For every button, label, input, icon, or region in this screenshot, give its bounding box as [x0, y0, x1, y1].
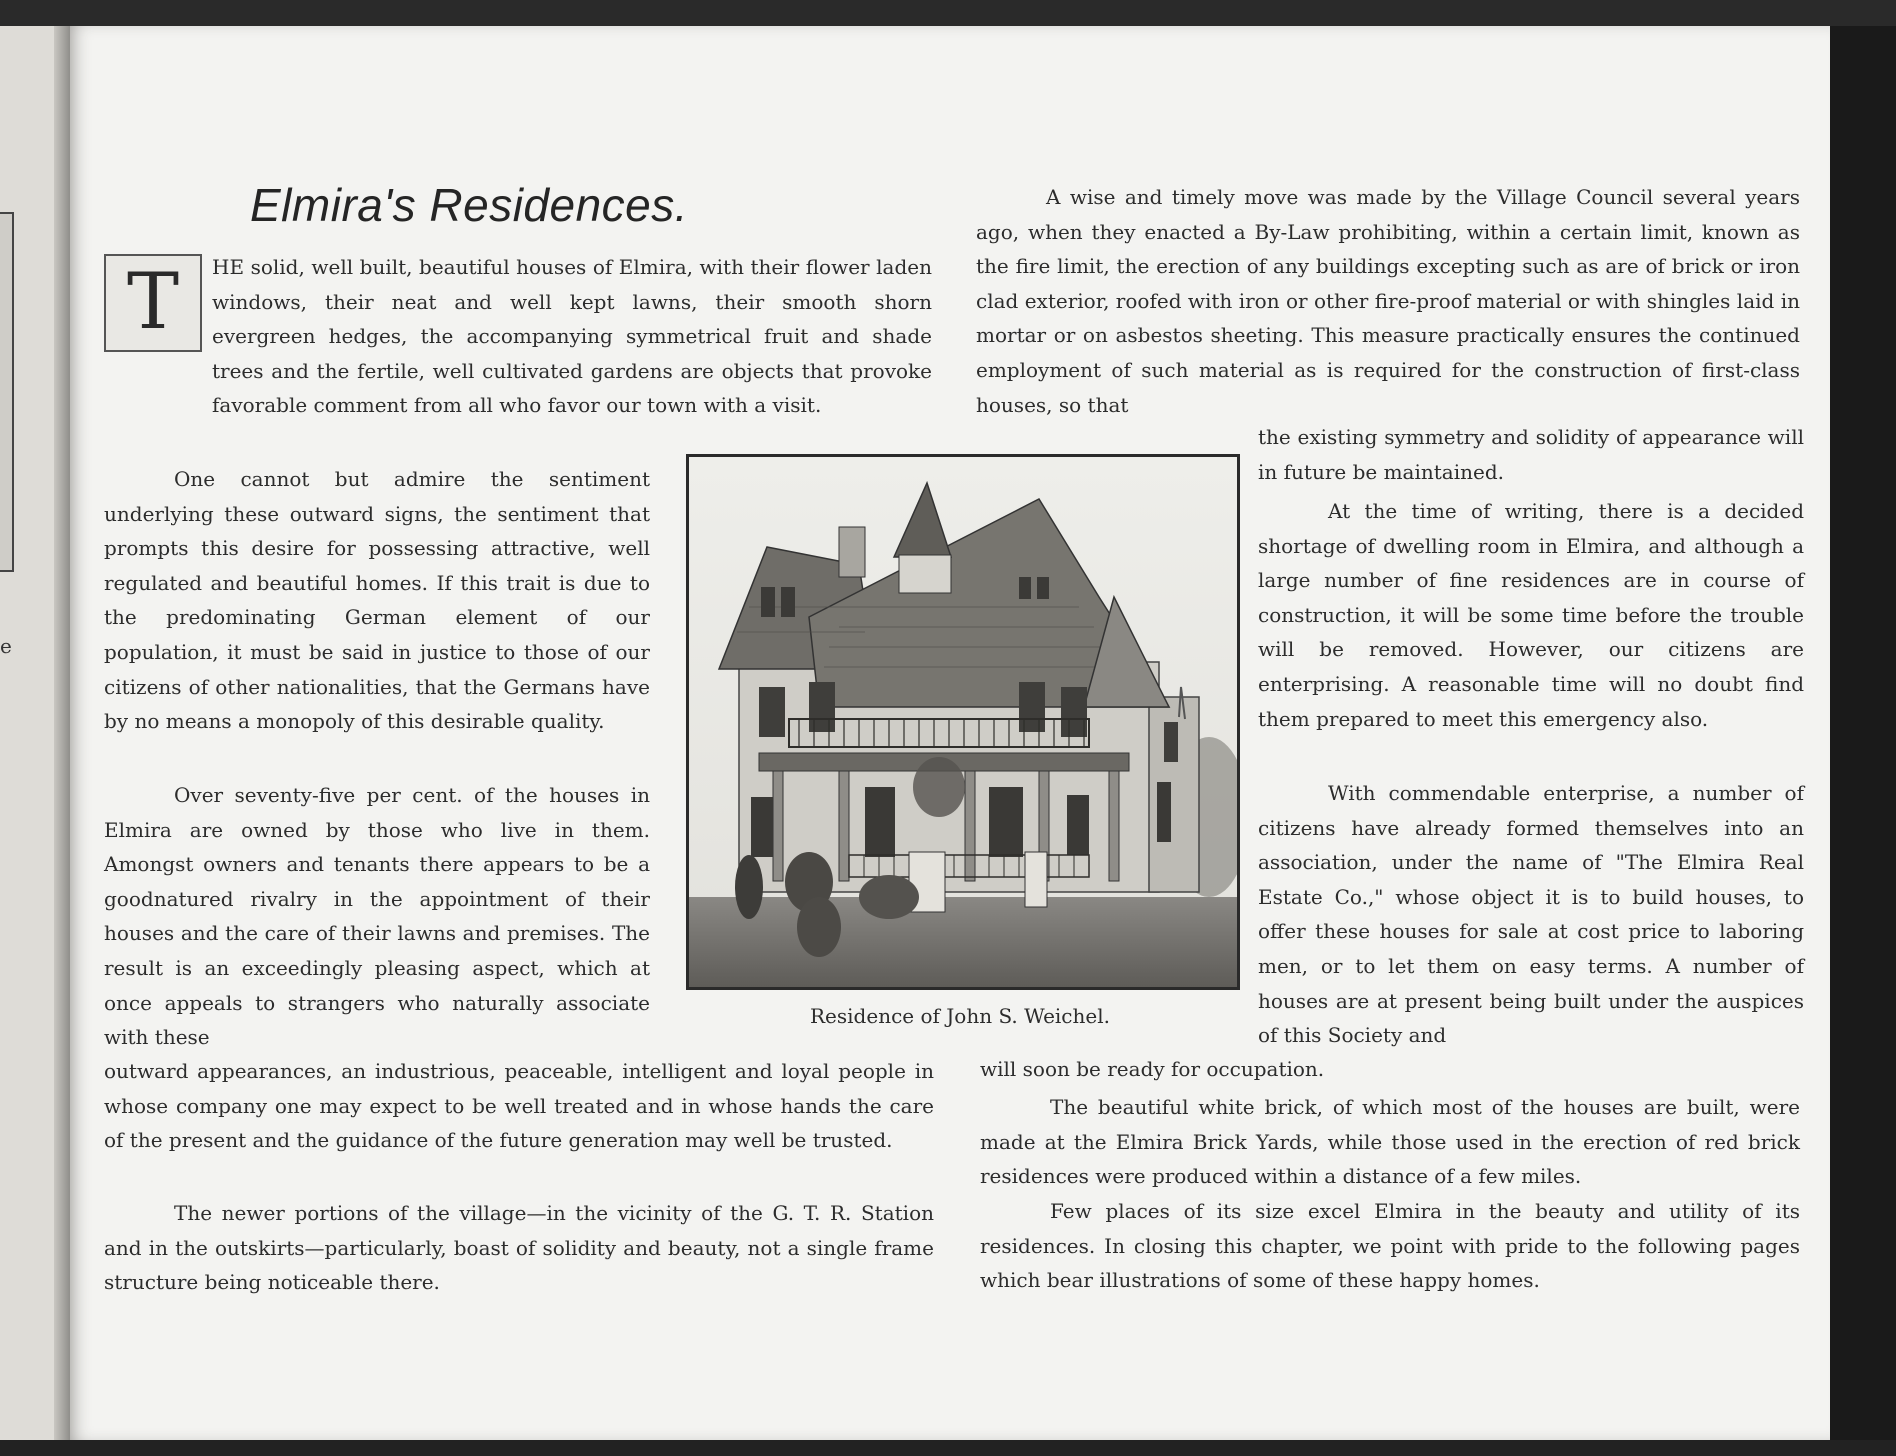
left-paragraph-4: The newer portions of the village—in the vicinity of the G. T. R. Station and in the outskirts—particularly, boast of solidity and beauty, not a single frame structure being noticeable there.: [104, 1201, 934, 1295]
previous-page-text-fragment: e: [0, 634, 12, 658]
right-paragraph-1: A wise and timely move was made by the Village Council several years ago, when they enacted a By-Law prohibiting, within a certain limit, known as the fire limit, the erection of any buildings excepting such as are of brick or iron clad exterior, roofed with iron or other fire-proof material or with shingles laid in mortar or on asbestos sheeting. This measure practically ensures the continued employment of such material as is required for the construction of first-class houses, so that: [976, 185, 1800, 417]
scan-bottom-border: [0, 1440, 1896, 1456]
page-gutter: [54, 26, 70, 1440]
left-paragraph-1: HE solid, well built, beautiful houses of Elmira, with their flower laden windows, their neat and well kept lawns, their smooth shorn evergreen hedges, the accompanying symmetrical fruit and shade trees and the fertile, well cultivated gardens are objects that provoke favorable comment from all who favor our town with a visit.: [212, 255, 932, 418]
figure-caption: Residence of John S. Weichel.: [810, 1004, 1110, 1028]
right-paragraph-4: The beautiful white brick, of which most of the houses are built, were made at the Elmira Brick Yards, while those used in the erection of red brick residences were produced within a distance of a few miles.: [980, 1095, 1800, 1189]
house-photo: [689, 457, 1237, 987]
previous-page-image-frame: [0, 212, 14, 572]
right-paragraph-5: Few places of its size excel Elmira in the beauty and utility of its residences. In closing this chapter, we point with pride to the following pages which bear illustrations of some of these happy homes.: [980, 1199, 1800, 1293]
scan-right-border: [1830, 26, 1896, 1440]
left-paragraph-2: One cannot but admire the sentiment underlying these outward signs, the sentiment that prompts this desire for possessing attractive, well regulated and beautiful homes. If this trait is due to the predominating German element of our population, it must be said in justice to those of our citizens of other nationalities, that the Germans have by no means a monopoly of this desirable quality.: [104, 467, 650, 734]
left-paragraph-3-continued: outward appearances, an industrious, peaceable, intelligent and loyal people in whose company one may expect to be well treated and in whose hands the care of the present and the guidance of the future generation may well be trusted.: [104, 1059, 934, 1153]
previous-page-edge: [0, 26, 70, 1440]
article-title: Elmira's Residences.: [250, 179, 689, 231]
right-paragraph-3-continued: will soon be ready for occupation.: [980, 1057, 1325, 1081]
scan-top-border: [0, 0, 1896, 26]
right-paragraph-2: At the time of writing, there is a decided shortage of dwelling room in Elmira, and although a large number of fine residences are in course of construction, it will be some time before the trouble will be removed. However, our citizens are enterprising. A reasonable time will no doubt find them prepared to meet this emergency also.: [1258, 499, 1804, 731]
ornamental-drop-cap: T: [104, 254, 202, 352]
left-paragraph-3: Over seventy-five per cent. of the houses in Elmira are owned by those who live in them. Amongst owners and tenants there appears to be a goodnatured rivalry in the appointment of their houses and the care of their lawns and premises. The result is an exceedingly pleasing aspect, which at once appeals to strangers who naturally associate with these: [104, 783, 650, 1050]
right-paragraph-3: With commendable enterprise, a number of citizens have already formed themselves into an association, under the name of "The Elmira Real Estate Co.," whose object it is to build houses, to offer these houses for sale at cost price to laboring men, or to let them on easy terms. A number of houses are at present being built under the auspices of this Society and: [1258, 781, 1804, 1048]
residence-photo-frame: [686, 454, 1240, 990]
right-paragraph-1-continued: the existing symmetry and solidity of appearance will in future be maintained.: [1258, 425, 1804, 484]
